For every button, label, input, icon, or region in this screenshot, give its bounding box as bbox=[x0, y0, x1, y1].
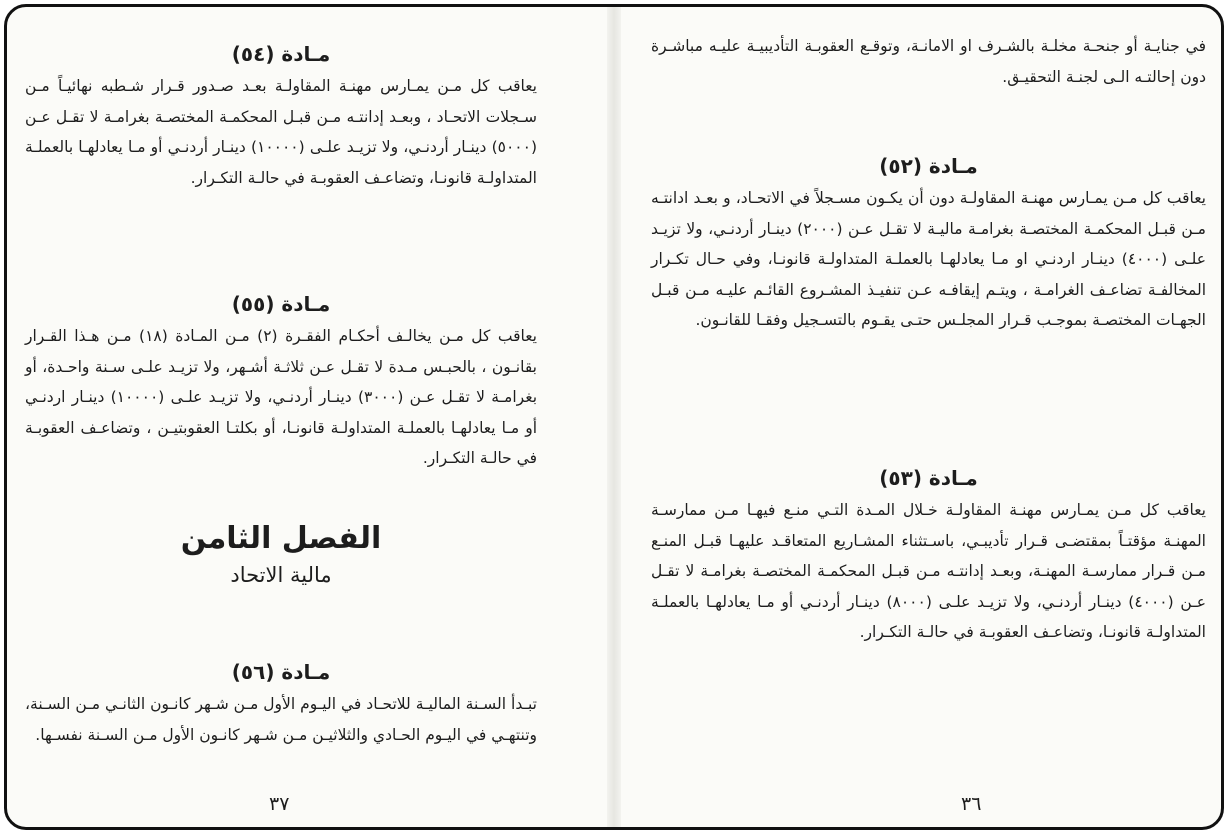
article-51-continuation bbox=[651, 31, 1206, 92]
article-text: في جنايـة أو جنحـة مخلـة بالشـرف او الامانـة، وتوقـع العقوبـة التأديبيـة عليـه مباشـرة دون إحالتـه الـى لجنـة التحقيـق. bbox=[651, 37, 1206, 86]
article-heading: مـادة (٥٢) bbox=[879, 154, 978, 178]
book-gutter bbox=[607, 7, 621, 827]
article-text: يعاقب كل مـن يخالـف أحكـام الفقـرة (٢) مـن المـادة (١٨) مـن هـذا القـرار بقانـون ، بالحبـس مـدة لا تقـل عـن ثلاثـة أشـهر، ولا تزيـد علـى سـنة واحـدة، أو بغرامـة لا تقـل عـن (٣٠٠٠) دينـار أردنـي، ولا تزيـد علـى (١٠٠٠٠) دينـار اردنـي أو مـا يعادلهـا بالعملـة المتداولـة قانونـا، أو بكلتـا العقوبتيـن ، وتضاعـف العقوبـة في حالـة التكـرار. bbox=[25, 327, 538, 467]
article-text: يعاقب كل مـن يمـارس مهنـة المقاولـة بعـد صـدور قـرار شـطبه نهائيـاً مـن سـجلات الاتحـاد ، وبعـد إدانتـه مـن قبـل المحكمـة المختصـة بغرامـة لا تقـل عـن (٥٠٠٠) دينـار أردنـي، ولا تزيـد علـى (١٠٠٠٠) دينـار أردنـي أو مـا يعادلهـا بالعملـة المتداولـة قانونـا، وتضاعـف العقوبـة في حالـة التكـرار. bbox=[25, 77, 537, 187]
article-52 bbox=[651, 151, 1206, 336]
article-heading: مـادة (٥٣) bbox=[879, 466, 978, 490]
article-56 bbox=[25, 657, 537, 750]
page-number: ٣٧ bbox=[269, 793, 290, 815]
article-54 bbox=[25, 39, 537, 193]
page-37 bbox=[7, 7, 607, 827]
chapter-subtitle: مالية الاتحاد bbox=[230, 563, 332, 587]
article-heading: مـادة (٥٦) bbox=[231, 660, 331, 684]
article-53 bbox=[651, 463, 1206, 648]
article-55 bbox=[25, 289, 537, 474]
article-text: يعاقب كل مـن يمـارس مهنـة المقاولـة خـلال المـدة التـي منـع فيهـا مـن ممارسـة المهنـة مؤقتـاً بمقتضـى قـرار تأديبـي، باسـتثناء المشـاريع المتعاقـد عليهـا قبـل المنـع مـن قـرار ممارسـة المهنـة، وبعـد إدانتـه مـن قبـل المحكمـة المختصـة بغرامـة لا تقـل عـن (٤٠٠٠) دينـار أردنـي، ولا تزيـد علـى (٨٠٠٠) دينـار أردنـي أو مـا يعادلهـا بالعملـة المتداولـة قانونـا، وتضاعـف العقوبـة في حالـة التكـرار. bbox=[651, 501, 1206, 641]
article-text: يعاقب كل مـن يمـارس مهنـة المقاولـة دون أن يكـون مسـجلاً في الاتحـاد، و بعـد ادانتـه مـن قبـل المحكمـة المختصـة بغرامـة ماليـة لا تقـل عـن (٢٠٠٠) دينـار أردنـي، ولا تزيـد علـى (٤٠٠٠) دينـار اردنـي او مـا يعادلهـا بالعملـة المتداولـة قانونـا، وفي حـال تكـرار المخالفـة تضاعـف الغرامـة ، ويتـم إيقافـه عـن تنفيـذ المشـروع القائـم عليـه مـن قبـل الجهـات المختصـة بموجـب قـرار المجلـس حتـى يقـوم بالتسـجيل وفقـا للقانـون. bbox=[651, 189, 1206, 329]
chapter-title: الفصل الثامن bbox=[180, 521, 382, 556]
page-number: ٣٦ bbox=[961, 793, 982, 815]
book-spread bbox=[4, 4, 1224, 830]
chapter-heading bbox=[25, 519, 537, 591]
article-text: تبـدأ السـنة الماليـة للاتحـاد في اليـوم الأول مـن شـهر كانـون الثانـي مـن السـنة، وتنتهـي في اليـوم الحـادي والثلاثيـن مـن شـهر كانـون الأول مـن السـنة نفسـها. bbox=[25, 695, 537, 744]
page-36 bbox=[621, 7, 1221, 827]
article-heading: مـادة (٥٤) bbox=[231, 42, 331, 66]
article-heading: مـادة (٥٥) bbox=[231, 292, 331, 316]
